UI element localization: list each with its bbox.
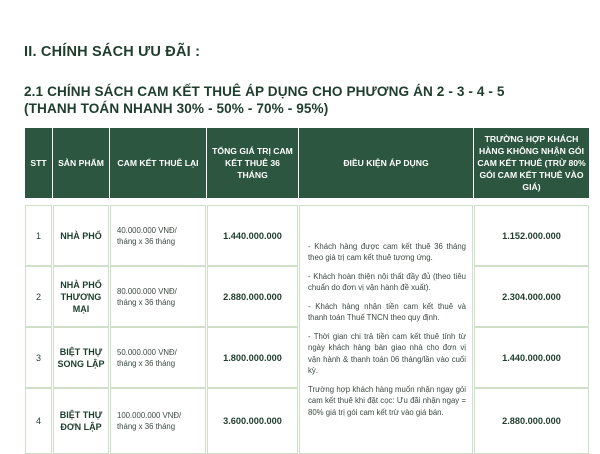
- rent-line1: 40.000.000 VNĐ/: [117, 225, 177, 235]
- header-case: TRƯỜNG HỢP KHÁCH HÀNG KHÔNG NHẬN GÓI CAM KẾT THUÊ (TRỪ 80% GÓI CAM KẾT THUÊ VÀO GIÁ): [474, 128, 589, 198]
- rent-line1: 50.000.000 VNĐ/: [117, 347, 177, 357]
- commitment-table: [24, 128, 590, 454]
- row-product: BIỆT THỰ ĐƠN LẬP: [53, 388, 109, 454]
- row-case: 1.152.000.000: [474, 205, 589, 266]
- row-product: BIỆT THỰ SONG LẬP: [53, 327, 109, 388]
- rent-line2: tháng x 36 tháng: [117, 236, 176, 246]
- rent-line2: tháng x 36 tháng: [117, 422, 176, 431]
- header-stt: STT: [25, 128, 52, 198]
- header-product: SẢN PHẨM: [53, 128, 109, 198]
- row-rent: [110, 266, 206, 327]
- rent-line1: 80.000.000 VNĐ/: [117, 286, 177, 296]
- sub-title-line2: (THANH TOÁN NHANH 30% - 50% - 70% - 95%): [24, 101, 329, 116]
- table-header-row: [25, 128, 589, 198]
- row-total: 3.600.000.000: [207, 388, 298, 454]
- header-total: TỔNG GIÁ TRỊ CAM KẾT THUÊ 36 THÁNG: [207, 128, 298, 198]
- row-stt: 3: [25, 327, 52, 388]
- header-condition: ĐIỀU KIỆN ÁP DỤNG: [299, 128, 473, 198]
- rent-line2: tháng x 36 tháng: [117, 358, 176, 368]
- sub-title: [24, 83, 505, 117]
- condition-item: - Khách hàng nhận tiền cam kết thuê và thanh toán Thuế TNCN theo quy định.: [308, 301, 466, 323]
- row-rent: [110, 388, 206, 454]
- row-case: 1.440.000.000: [474, 327, 589, 388]
- condition-item: - Khách hàng được cam kết thuê 36 tháng theo giá trị cam kết thuê tương ứng.: [308, 241, 466, 263]
- table-row: [25, 205, 589, 266]
- row-stt: 4: [25, 388, 52, 454]
- row-total: 2.880.000.000: [207, 266, 298, 327]
- rent-line1: 100.000.000 VNĐ/: [117, 411, 182, 420]
- section-title: II. CHÍNH SÁCH ƯU ĐÃI :: [24, 44, 201, 60]
- row-total: 1.440.000.000: [207, 205, 298, 266]
- rent-line2: tháng x 36 tháng: [117, 297, 176, 307]
- row-stt: 2: [25, 266, 52, 327]
- header-rent: CAM KẾT THUÊ LẠI: [110, 128, 206, 198]
- sub-title-line1: 2.1 CHÍNH SÁCH CAM KẾT THUÊ ÁP DỤNG CHO PHƯƠNG ÁN 2 - 3 - 4 - 5: [24, 84, 505, 99]
- row-total: 1.800.000.000: [207, 327, 298, 388]
- condition-item: - Thời gian chi trả tiền cam kết thuê tính từ ngày khách hàng bàn giao nhà cho đơn vị vận hành & thanh toán 06 tháng/lần vào cuối kỳ.: [308, 331, 466, 376]
- condition-extra: Trường hợp khách hàng muốn nhận ngay gói cam kết thuê khi đặt cọc: Ưu đãi nhận ngay = 80% giá trị gói cam kết trừ vào giá bán.: [308, 384, 466, 417]
- row-rent: [110, 327, 206, 388]
- row-case: 2.304.000.000: [474, 266, 589, 327]
- row-case: 2.880.000.000: [474, 388, 589, 454]
- row-rent: [110, 205, 206, 266]
- row-product: NHÀ PHỐ THƯƠNG MẠI: [53, 266, 109, 327]
- row-stt: 1: [25, 205, 52, 266]
- condition-item: - Khách hoàn thiện nội thất đầy đủ (theo tiêu chuẩn do đơn vị vận hành đề xuất).: [308, 271, 466, 293]
- row-product: NHÀ PHỐ: [53, 205, 109, 266]
- condition-cell: [299, 205, 473, 454]
